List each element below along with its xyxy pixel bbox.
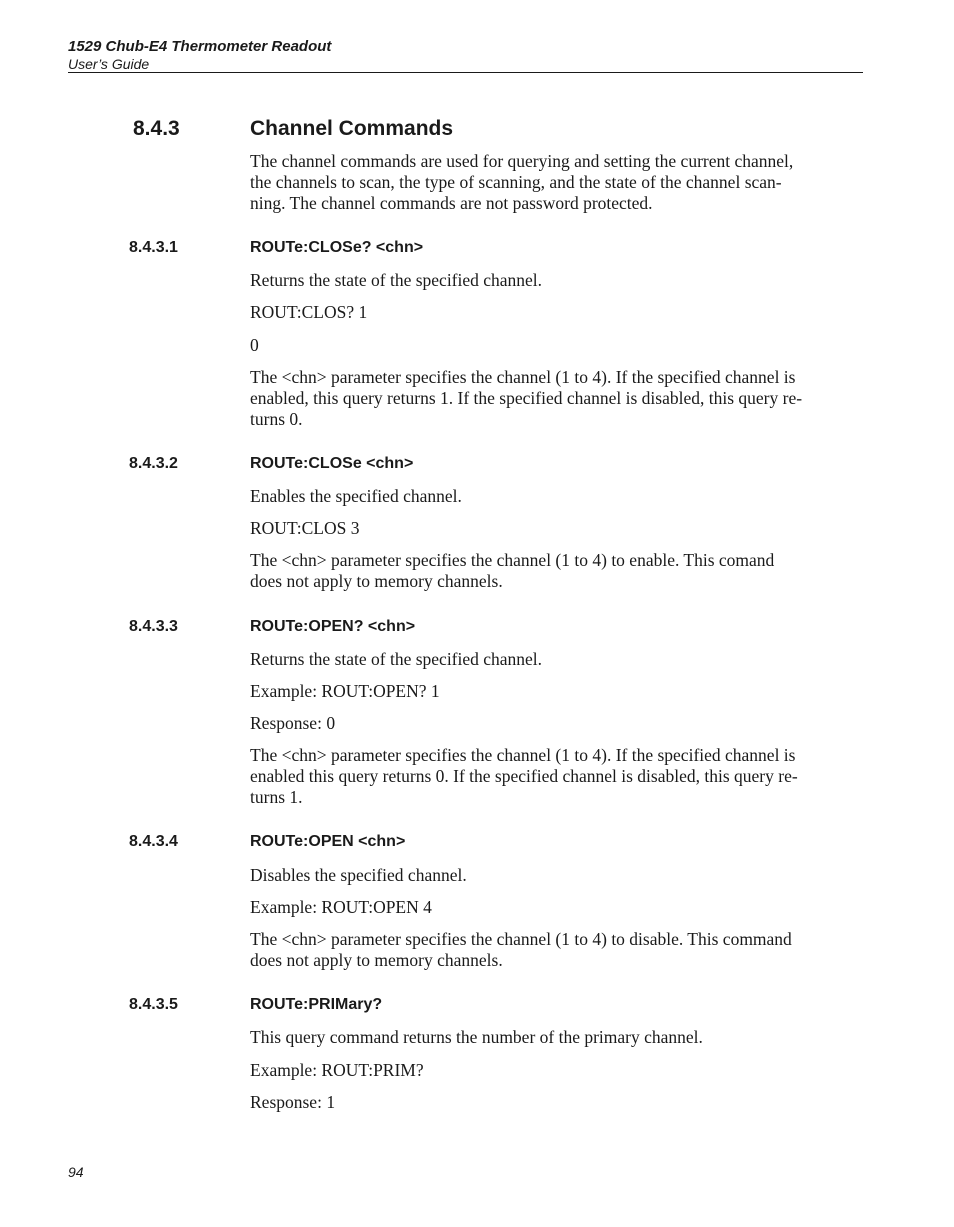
section-number: 8.4.3 xyxy=(133,117,180,140)
command-example: Example: ROUT:PRIM? xyxy=(250,1060,424,1080)
command-note: The <chn> parameter specifies the channel (1 to 4). If the specified channel is enabled, this query returns 1. If the specified channel is disabled, this query re- turns 0. xyxy=(250,367,803,429)
subsection-number: 8.4.3.3 xyxy=(129,618,178,635)
subsection-number: 8.4.3.1 xyxy=(129,239,178,256)
subsection-title: ROUTe:OPEN? <chn> xyxy=(250,618,416,635)
subsection-title: ROUTe:CLOSe? <chn> xyxy=(250,239,424,256)
command-response: Response: 0 xyxy=(250,713,336,733)
command-note: The <chn> parameter specifies the channel (1 to 4) to disable. This command does not apply to memory channels. xyxy=(250,929,792,970)
command-description: This query command returns the number of the primary channel. xyxy=(250,1027,703,1047)
command-note: The <chn> parameter specifies the channel (1 to 4) to enable. This comand does not apply to memory channels. xyxy=(250,550,775,591)
running-header-title: 1529 Chub-E4 Thermometer Readout xyxy=(68,38,332,55)
subsection-title: ROUTe:OPEN <chn> xyxy=(250,833,406,850)
command-example: ROUT:CLOS 3 xyxy=(250,518,360,538)
command-description: Returns the state of the specified channel. xyxy=(250,649,543,669)
command-example: Example: ROUT:OPEN? 1 xyxy=(250,681,440,701)
command-description: Returns the state of the specified channel. xyxy=(250,270,543,290)
subsection-number: 8.4.3.4 xyxy=(129,833,178,850)
command-example: ROUT:CLOS? 1 xyxy=(250,302,368,322)
subsection-number: 8.4.3.5 xyxy=(129,996,178,1013)
command-response: 0 xyxy=(250,335,259,355)
page-number: 94 xyxy=(68,1164,84,1180)
header-rule xyxy=(68,72,863,73)
subsection-number: 8.4.3.2 xyxy=(129,455,178,472)
command-description: Enables the specified channel. xyxy=(250,486,462,506)
running-header-subtitle: User’s Guide xyxy=(68,56,150,72)
command-response: Response: 1 xyxy=(250,1092,336,1112)
subsection-title: ROUTe:CLOSe <chn> xyxy=(250,455,414,472)
section-title: Channel Commands xyxy=(250,117,454,140)
subsection-title: ROUTe:PRIMary? xyxy=(250,996,383,1013)
command-example: Example: ROUT:OPEN 4 xyxy=(250,897,432,917)
command-note: The <chn> parameter specifies the channel (1 to 4). If the specified channel is enabled this query returns 0. If the specified channel is disabled, this query re- turns 1. xyxy=(250,745,798,807)
section-intro: The channel commands are used for querying and setting the current channel, the channels to scan, the type of scanning, and the state of the channel scan- ning. The channel commands are not password protected. xyxy=(250,151,794,213)
command-description: Disables the specified channel. xyxy=(250,865,467,885)
